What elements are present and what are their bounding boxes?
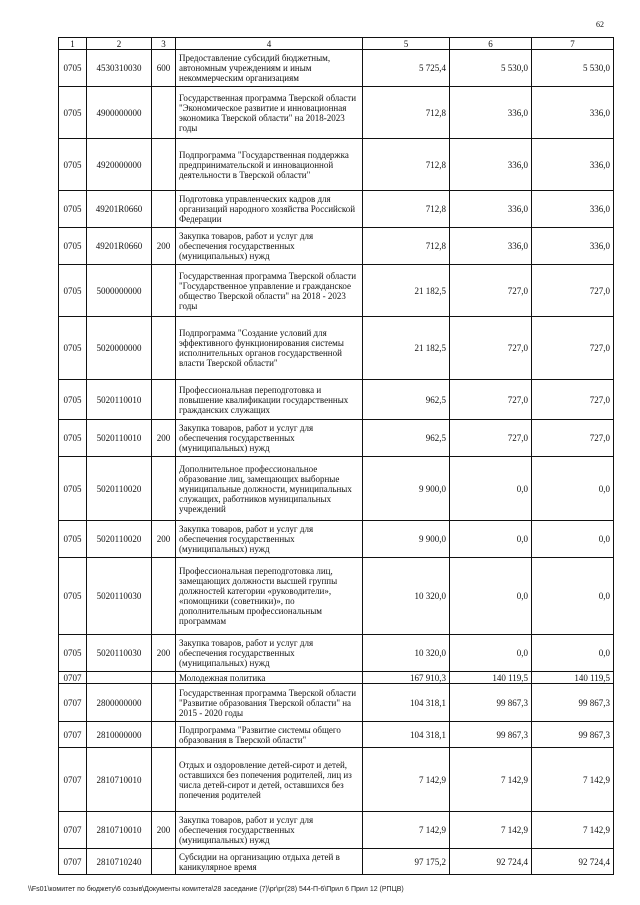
target-article-code: 5020110010 xyxy=(87,420,152,457)
table-row xyxy=(59,672,614,684)
amount-col-5: 167 910,3 xyxy=(363,672,450,684)
amount-col-5: 104 318,1 xyxy=(363,722,450,748)
expense-type-code xyxy=(152,87,176,139)
amount-col-6: 99 867,3 xyxy=(450,722,532,748)
amount-col-6: 336,0 xyxy=(450,228,532,265)
item-name: Закупка товаров, работ и услуг для обеспечения государственных (муниципальных) нужд xyxy=(176,521,363,558)
amount-col-6: 0,0 xyxy=(450,558,532,635)
amount-col-6: 7 142,9 xyxy=(450,812,532,849)
header-col-5: 5 xyxy=(363,38,450,50)
table-row xyxy=(59,684,614,722)
amount-col-5: 21 182,5 xyxy=(363,317,450,380)
item-name: Отдых и оздоровление детей-сирот и детей, оставшихся без попечения родителей, лиц из числа детей-сирот и детей, оставшихся без попечения родителей xyxy=(176,748,363,812)
amount-col-7: 336,0 xyxy=(532,228,614,265)
amount-col-6: 140 119,5 xyxy=(450,672,532,684)
amount-col-6: 0,0 xyxy=(450,521,532,558)
item-name: Подпрограмма "Государственная поддержка предпринимательской и инновационной деятельности в Тверской области" xyxy=(176,139,363,191)
amount-col-7: 336,0 xyxy=(532,139,614,191)
target-article-code: 4900000000 xyxy=(87,87,152,139)
table-row xyxy=(59,812,614,849)
header-col-1: 1 xyxy=(59,38,87,50)
amount-col-5: 10 320,0 xyxy=(363,635,450,672)
section-code: 0705 xyxy=(59,635,87,672)
item-name: Субсидии на организацию отдыха детей в каникулярное время xyxy=(176,849,363,875)
amount-col-5: 962,5 xyxy=(363,420,450,457)
expense-type-code xyxy=(152,265,176,317)
header-col-2: 2 xyxy=(87,38,152,50)
amount-col-6: 7 142,9 xyxy=(450,748,532,812)
table-row xyxy=(59,457,614,521)
section-code: 0705 xyxy=(59,317,87,380)
amount-col-7: 0,0 xyxy=(532,635,614,672)
section-code: 0707 xyxy=(59,748,87,812)
table-row xyxy=(59,50,614,87)
table-row xyxy=(59,420,614,457)
section-code: 0705 xyxy=(59,228,87,265)
expense-type-code xyxy=(152,849,176,875)
amount-col-7: 7 142,9 xyxy=(532,812,614,849)
amount-col-7: 727,0 xyxy=(532,265,614,317)
header-col-4: 4 xyxy=(176,38,363,50)
amount-col-5: 712,8 xyxy=(363,87,450,139)
item-name: Закупка товаров, работ и услуг для обеспечения государственных (муниципальных) нужд xyxy=(176,812,363,849)
amount-col-6: 92 724,4 xyxy=(450,849,532,875)
amount-col-6: 5 530,0 xyxy=(450,50,532,87)
amount-col-7: 0,0 xyxy=(532,521,614,558)
item-name: Подпрограмма "Создание условий для эффективного функционирования системы исполнительных органов государственной власти Тверской области" xyxy=(176,317,363,380)
amount-col-5: 9 900,0 xyxy=(363,521,450,558)
target-article-code: 2810710240 xyxy=(87,849,152,875)
table-row xyxy=(59,265,614,317)
amount-col-7: 727,0 xyxy=(532,420,614,457)
expense-type-code xyxy=(152,457,176,521)
amount-col-6: 727,0 xyxy=(450,380,532,420)
item-name: Молодежная политика xyxy=(176,672,363,684)
item-name: Предоставление субсидий бюджетным, автономным учреждениям и иным некоммерческим организациям xyxy=(176,50,363,87)
item-name: Подготовка управленческих кадров для организаций народного хозяйства Российской Федерации xyxy=(176,191,363,228)
section-code: 0707 xyxy=(59,684,87,722)
item-name: Закупка товаров, работ и услуг для обеспечения государственных (муниципальных) нужд xyxy=(176,635,363,672)
amount-col-7: 0,0 xyxy=(532,457,614,521)
expense-type-code: 600 xyxy=(152,50,176,87)
table-row xyxy=(59,139,614,191)
table-row xyxy=(59,558,614,635)
header-col-7: 7 xyxy=(532,38,614,50)
amount-col-7: 7 142,9 xyxy=(532,748,614,812)
target-article-code: 5020110030 xyxy=(87,558,152,635)
item-name: Подпрограмма "Развитие системы общего образования в Тверской области" xyxy=(176,722,363,748)
table-row xyxy=(59,748,614,812)
target-article-code: 4530310030 xyxy=(87,50,152,87)
table-row xyxy=(59,380,614,420)
amount-col-5: 712,8 xyxy=(363,191,450,228)
table-row xyxy=(59,849,614,875)
target-article-code: 5000000000 xyxy=(87,265,152,317)
amount-col-6: 727,0 xyxy=(450,420,532,457)
expense-type-code xyxy=(152,191,176,228)
table-header-row xyxy=(59,38,614,50)
target-article-code: 5020110020 xyxy=(87,521,152,558)
item-name: Государственная программа Тверской области "Государственное управление и гражданское общество Тверской области" на 2018 - 2023 годы xyxy=(176,265,363,317)
amount-col-7: 99 867,3 xyxy=(532,722,614,748)
table-row xyxy=(59,228,614,265)
header-col-6: 6 xyxy=(450,38,532,50)
amount-col-5: 962,5 xyxy=(363,380,450,420)
section-code: 0707 xyxy=(59,672,87,684)
table-row xyxy=(59,635,614,672)
page-number: 62 xyxy=(596,20,604,29)
section-code: 0707 xyxy=(59,849,87,875)
amount-col-6: 336,0 xyxy=(450,191,532,228)
budget-table xyxy=(58,37,614,875)
section-code: 0705 xyxy=(59,420,87,457)
section-code: 0705 xyxy=(59,457,87,521)
target-article-code: 2810710010 xyxy=(87,748,152,812)
amount-col-6: 0,0 xyxy=(450,635,532,672)
amount-col-7: 5 530,0 xyxy=(532,50,614,87)
section-code: 0705 xyxy=(59,521,87,558)
amount-col-6: 727,0 xyxy=(450,317,532,380)
item-name: Дополнительное профессиональное образование лиц, замещающих выборные муниципальные должности, муниципальных служащих, работников муниципальных учреждений xyxy=(176,457,363,521)
amount-col-7: 336,0 xyxy=(532,191,614,228)
amount-col-5: 712,8 xyxy=(363,228,450,265)
item-name: Профессиональная переподготовка лиц, замещающих должности высшей группы должностей категории «руководители», «помощники (советники)», по дополнительным профессиональным программам xyxy=(176,558,363,635)
amount-col-7: 92 724,4 xyxy=(532,849,614,875)
target-article-code: 4920000000 xyxy=(87,139,152,191)
amount-col-5: 712,8 xyxy=(363,139,450,191)
section-code: 0707 xyxy=(59,722,87,748)
amount-col-5: 9 900,0 xyxy=(363,457,450,521)
expense-type-code: 200 xyxy=(152,812,176,849)
amount-col-6: 336,0 xyxy=(450,87,532,139)
table-row xyxy=(59,317,614,380)
item-name: Закупка товаров, работ и услуг для обеспечения государственных (муниципальных) нужд xyxy=(176,228,363,265)
expense-type-code: 200 xyxy=(152,521,176,558)
amount-col-7: 99 867,3 xyxy=(532,684,614,722)
target-article-code: 5020110020 xyxy=(87,457,152,521)
expense-type-code: 200 xyxy=(152,420,176,457)
target-article-code: 49201R0660 xyxy=(87,191,152,228)
section-code: 0705 xyxy=(59,558,87,635)
amount-col-6: 0,0 xyxy=(450,457,532,521)
expense-type-code xyxy=(152,558,176,635)
expense-type-code: 200 xyxy=(152,635,176,672)
section-code: 0705 xyxy=(59,191,87,228)
target-article-code: 5020110030 xyxy=(87,635,152,672)
expense-type-code xyxy=(152,380,176,420)
target-article-code: 5020000000 xyxy=(87,317,152,380)
section-code: 0705 xyxy=(59,380,87,420)
amount-col-5: 10 320,0 xyxy=(363,558,450,635)
section-code: 0705 xyxy=(59,87,87,139)
target-article-code: 2800000000 xyxy=(87,684,152,722)
expense-type-code: 200 xyxy=(152,228,176,265)
amount-col-7: 727,0 xyxy=(532,380,614,420)
amount-col-7: 140 119,5 xyxy=(532,672,614,684)
amount-col-5: 104 318,1 xyxy=(363,684,450,722)
target-article-code: 2810710010 xyxy=(87,812,152,849)
amount-col-5: 7 142,9 xyxy=(363,812,450,849)
section-code: 0705 xyxy=(59,139,87,191)
table-row xyxy=(59,191,614,228)
file-path-footer: \\Fs01\комитет по бюджету\6 созыв\Документы комитета\28 заседание (7)\рг\рг(28) 544-П-6\Прил 6 Прил 12 (РПЦВ) xyxy=(28,886,404,893)
amount-col-5: 7 142,9 xyxy=(363,748,450,812)
amount-col-5: 21 182,5 xyxy=(363,265,450,317)
amount-col-7: 727,0 xyxy=(532,317,614,380)
item-name: Государственная программа Тверской области "Экономическое развитие и инновационная экономика Тверской области" на 2018-2023 годы xyxy=(176,87,363,139)
amount-col-5: 97 175,2 xyxy=(363,849,450,875)
target-article-code: 2810000000 xyxy=(87,722,152,748)
amount-col-7: 336,0 xyxy=(532,87,614,139)
amount-col-7: 0,0 xyxy=(532,558,614,635)
amount-col-6: 336,0 xyxy=(450,139,532,191)
expense-type-code xyxy=(152,748,176,812)
item-name: Государственная программа Тверской области "Развитие образования Тверской области" на 2015 - 2020 годы xyxy=(176,684,363,722)
table-row xyxy=(59,521,614,558)
expense-type-code xyxy=(152,139,176,191)
target-article-code: 49201R0660 xyxy=(87,228,152,265)
item-name: Закупка товаров, работ и услуг для обеспечения государственных (муниципальных) нужд xyxy=(176,420,363,457)
expense-type-code xyxy=(152,684,176,722)
table-row xyxy=(59,722,614,748)
expense-type-code xyxy=(152,672,176,684)
target-article-code xyxy=(87,672,152,684)
amount-col-6: 99 867,3 xyxy=(450,684,532,722)
section-code: 0707 xyxy=(59,812,87,849)
section-code: 0705 xyxy=(59,50,87,87)
section-code: 0705 xyxy=(59,265,87,317)
table-row xyxy=(59,87,614,139)
item-name: Профессиональная переподготовка и повышение квалификации государственных гражданских служащих xyxy=(176,380,363,420)
target-article-code: 5020110010 xyxy=(87,380,152,420)
amount-col-5: 5 725,4 xyxy=(363,50,450,87)
expense-type-code xyxy=(152,317,176,380)
header-col-3: 3 xyxy=(152,38,176,50)
expense-type-code xyxy=(152,722,176,748)
amount-col-6: 727,0 xyxy=(450,265,532,317)
